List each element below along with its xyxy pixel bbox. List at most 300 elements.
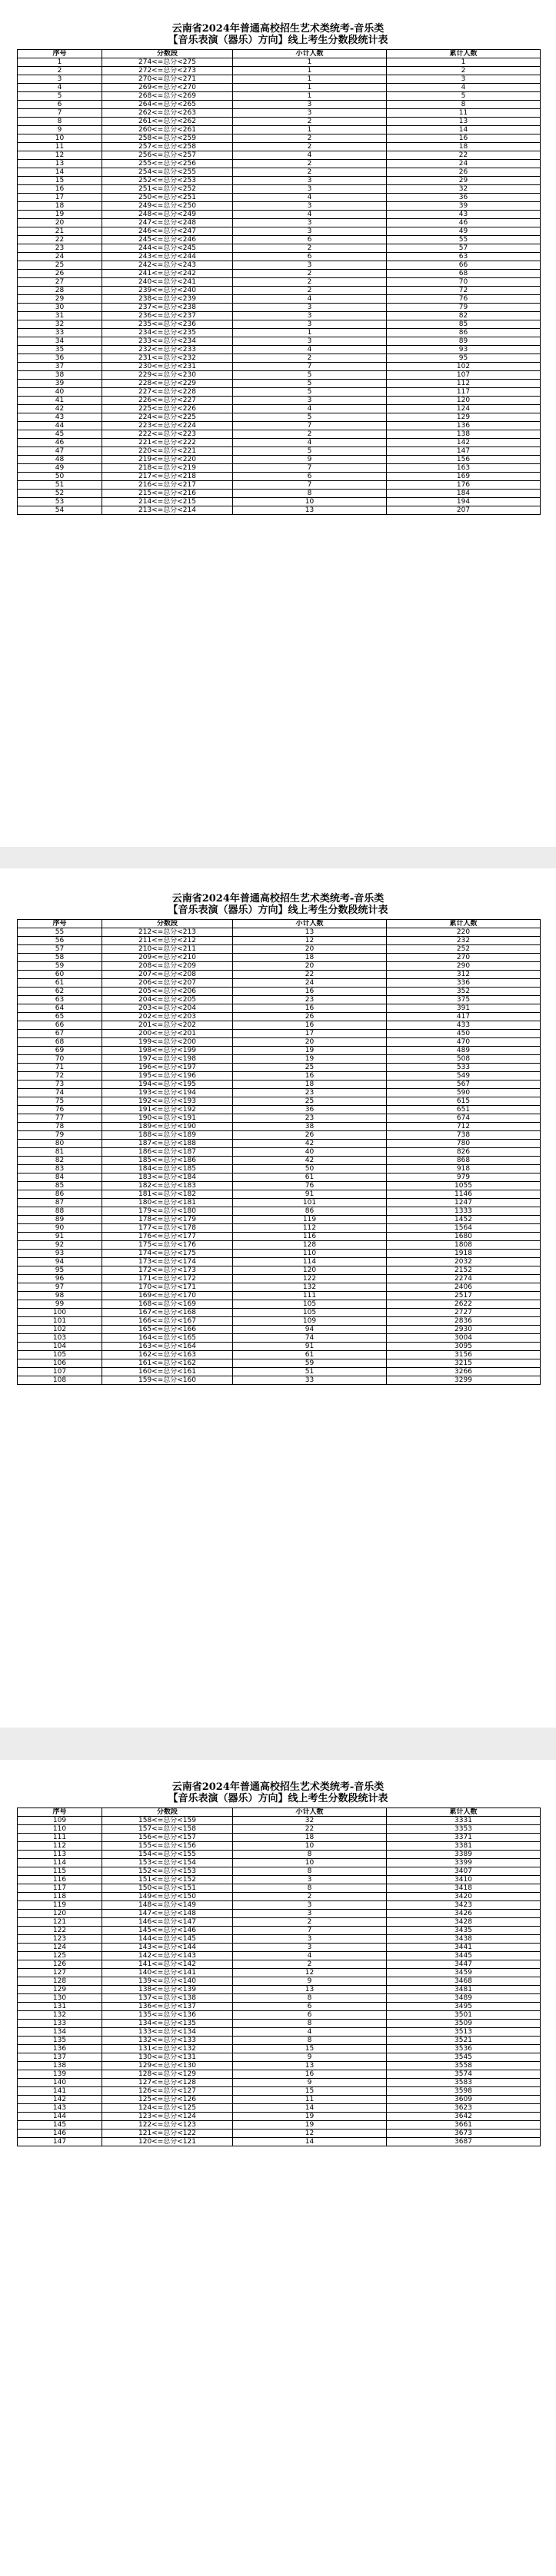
cell-subtotal: 101: [233, 1199, 387, 1207]
cell-score-range: 156<=总分<157: [102, 1834, 233, 1842]
cell-index: 81: [18, 1148, 102, 1157]
cell-cumulative: 979: [387, 1173, 541, 1182]
table-header-row: [18, 50, 541, 58]
table-row: [18, 1927, 541, 1935]
cell-subtotal: 2: [233, 287, 387, 295]
cell-subtotal: 9: [233, 456, 387, 464]
cell-subtotal: 6: [233, 253, 387, 261]
table-row: [18, 1960, 541, 1969]
cell-subtotal: 91: [233, 1343, 387, 1351]
cell-index: 17: [18, 194, 102, 202]
cell-subtotal: 15: [233, 2045, 387, 2053]
cell-index: 66: [18, 1021, 102, 1030]
cell-subtotal: 42: [233, 1140, 387, 1148]
cell-cumulative: 26: [387, 168, 541, 177]
table-row: [18, 1013, 541, 1021]
title-line-1: 云南省2024年普通高校招生艺术类统考-音乐类: [171, 23, 385, 35]
cell-subtotal: 19: [233, 2113, 387, 2121]
table-row: [18, 954, 541, 962]
cell-cumulative: 36: [387, 194, 541, 202]
cell-score-range: 216<=总分<217: [102, 481, 233, 490]
cell-score-range: 165<=总分<166: [102, 1326, 233, 1334]
cell-score-range: 255<=总分<256: [102, 160, 233, 168]
cell-subtotal: 12: [233, 1969, 387, 1977]
cell-score-range: 269<=总分<270: [102, 84, 233, 92]
table-row: [18, 1842, 541, 1851]
cell-index: 19: [18, 211, 102, 219]
cell-cumulative: 2517: [387, 1292, 541, 1300]
cell-cumulative: 3642: [387, 2113, 541, 2121]
cell-score-range: 138<=总分<139: [102, 1986, 233, 1994]
cell-index: 1: [18, 58, 102, 67]
table-row: [18, 405, 541, 413]
cell-subtotal: 18: [233, 1081, 387, 1089]
cell-subtotal: 8: [233, 1994, 387, 2003]
cell-cumulative: 567: [387, 1081, 541, 1089]
table-row: [18, 1368, 541, 1376]
table-body: [18, 928, 541, 1385]
cell-score-range: 174<=总分<175: [102, 1250, 233, 1258]
cell-subtotal: 111: [233, 1292, 387, 1300]
cell-score-range: 197<=总分<198: [102, 1055, 233, 1064]
cell-index: 68: [18, 1038, 102, 1047]
table-row: [18, 270, 541, 278]
table-row: [18, 151, 541, 160]
table-row: [18, 928, 541, 937]
cell-cumulative: 450: [387, 1030, 541, 1038]
cell-score-range: 131<=总分<132: [102, 2045, 233, 2053]
cell-subtotal: 10: [233, 498, 387, 506]
cell-score-range: 167<=总分<168: [102, 1309, 233, 1317]
cell-cumulative: 3468: [387, 1977, 541, 1986]
cell-index: 141: [18, 2087, 102, 2096]
title-line-2: 【音乐表演（器乐）方向】线上考生分数段统计表: [168, 1793, 388, 1804]
cell-cumulative: 508: [387, 1055, 541, 1064]
cell-subtotal: 25: [233, 1064, 387, 1072]
cell-index: 62: [18, 988, 102, 996]
cell-score-range: 228<=总分<229: [102, 380, 233, 388]
cell-index: 6: [18, 101, 102, 109]
cell-cumulative: 3661: [387, 2121, 541, 2130]
table-row: [18, 2138, 541, 2146]
cell-cumulative: 4: [387, 84, 541, 92]
cell-index: 46: [18, 439, 102, 447]
table-row: [18, 227, 541, 236]
cell-score-range: 171<=总分<172: [102, 1275, 233, 1283]
cell-index: 125: [18, 1952, 102, 1960]
cell-index: 23: [18, 244, 102, 253]
cell-index: 48: [18, 456, 102, 464]
cell-subtotal: 4: [233, 405, 387, 413]
cell-subtotal: 17: [233, 1030, 387, 1038]
cell-subtotal: 6: [233, 2003, 387, 2011]
table-row: [18, 1292, 541, 1300]
cell-index: 75: [18, 1097, 102, 1106]
cell-index: 113: [18, 1851, 102, 1859]
table-row: [18, 295, 541, 304]
cell-index: 36: [18, 354, 102, 363]
page-title: [0, 1760, 556, 1804]
cell-cumulative: 2836: [387, 1317, 541, 1326]
cell-subtotal: 19: [233, 2121, 387, 2130]
table-row: [18, 2053, 541, 2062]
cell-subtotal: 8: [233, 1851, 387, 1859]
table-row: [18, 2011, 541, 2020]
table-row: [18, 1376, 541, 1385]
cell-index: 16: [18, 185, 102, 194]
table-row: [18, 1072, 541, 1081]
cell-cumulative: 5: [387, 92, 541, 101]
cell-index: 117: [18, 1884, 102, 1893]
cell-subtotal: 1: [233, 67, 387, 75]
cell-cumulative: 14: [387, 126, 541, 134]
cell-score-range: 189<=总分<190: [102, 1123, 233, 1131]
cell-index: 12: [18, 151, 102, 160]
cell-cumulative: 826: [387, 1148, 541, 1157]
cell-index: 60: [18, 971, 102, 979]
cell-index: 88: [18, 1207, 102, 1216]
cell-index: 80: [18, 1140, 102, 1148]
cell-index: 15: [18, 177, 102, 185]
table-row: [18, 118, 541, 126]
cell-index: 104: [18, 1343, 102, 1351]
table-row: [18, 464, 541, 473]
cell-index: 76: [18, 1106, 102, 1114]
cell-score-range: 124<=总分<125: [102, 2104, 233, 2113]
cell-subtotal: 2: [233, 143, 387, 151]
cell-subtotal: 3: [233, 1910, 387, 1918]
cell-cumulative: 16: [387, 134, 541, 143]
cell-cumulative: 3299: [387, 1376, 541, 1385]
cell-subtotal: 4: [233, 439, 387, 447]
cell-score-range: 198<=总分<199: [102, 1047, 233, 1055]
cell-index: 32: [18, 320, 102, 329]
cell-cumulative: 1808: [387, 1241, 541, 1250]
cell-cumulative: 3371: [387, 1834, 541, 1842]
cell-cumulative: 290: [387, 962, 541, 971]
cell-cumulative: 3598: [387, 2087, 541, 2096]
table-row: [18, 211, 541, 219]
table-row: [18, 1064, 541, 1072]
table-row: [18, 2087, 541, 2096]
cell-cumulative: 1247: [387, 1199, 541, 1207]
cell-score-range: 212<=总分<213: [102, 928, 233, 937]
table-row: [18, 363, 541, 371]
cell-subtotal: 20: [233, 1038, 387, 1047]
cell-index: 10: [18, 134, 102, 143]
cell-index: 127: [18, 1969, 102, 1977]
cell-index: 43: [18, 413, 102, 422]
cell-score-range: 208<=总分<209: [102, 962, 233, 971]
header-index: 序号: [18, 920, 102, 928]
cell-subtotal: 3: [233, 1935, 387, 1944]
cell-cumulative: 312: [387, 971, 541, 979]
cell-score-range: 268<=总分<269: [102, 92, 233, 101]
cell-cumulative: 1918: [387, 1250, 541, 1258]
table-row: [18, 1190, 541, 1199]
table-row: [18, 1359, 541, 1368]
table-row: [18, 2037, 541, 2045]
cell-score-range: 219<=总分<220: [102, 456, 233, 464]
cell-index: 27: [18, 278, 102, 287]
cell-cumulative: 417: [387, 1013, 541, 1021]
cell-index: 58: [18, 954, 102, 962]
table-row: [18, 177, 541, 185]
cell-subtotal: 50: [233, 1165, 387, 1173]
cell-cumulative: 3673: [387, 2130, 541, 2138]
table-row: [18, 1825, 541, 1834]
cell-index: 65: [18, 1013, 102, 1021]
cell-subtotal: 5: [233, 380, 387, 388]
cell-index: 30: [18, 304, 102, 312]
cell-score-range: 154<=总分<155: [102, 1851, 233, 1859]
cell-score-range: 244<=总分<245: [102, 244, 233, 253]
cell-score-range: 123<=总分<124: [102, 2113, 233, 2121]
cell-cumulative: 2622: [387, 1300, 541, 1309]
cell-score-range: 225<=总分<226: [102, 405, 233, 413]
table-row: [18, 143, 541, 151]
cell-cumulative: 651: [387, 1106, 541, 1114]
cell-index: 102: [18, 1326, 102, 1334]
cell-score-range: 176<=总分<177: [102, 1233, 233, 1241]
cell-index: 47: [18, 447, 102, 456]
cell-cumulative: 3407: [387, 1867, 541, 1876]
cell-score-range: 231<=总分<232: [102, 354, 233, 363]
title-line-2: 【音乐表演（器乐）方向】线上考生分数段统计表: [168, 905, 388, 916]
cell-score-range: 135<=总分<136: [102, 2011, 233, 2020]
cell-subtotal: 2: [233, 354, 387, 363]
cell-cumulative: 29: [387, 177, 541, 185]
cell-cumulative: 142: [387, 439, 541, 447]
table-row: [18, 329, 541, 337]
cell-index: 74: [18, 1089, 102, 1097]
cell-score-range: 121<=总分<122: [102, 2130, 233, 2138]
cell-subtotal: 2: [233, 134, 387, 143]
cell-cumulative: 82: [387, 312, 541, 320]
cell-score-range: 186<=总分<187: [102, 1148, 233, 1157]
table-row: [18, 304, 541, 312]
table-row: [18, 346, 541, 354]
cell-cumulative: 1680: [387, 1233, 541, 1241]
cell-index: 111: [18, 1834, 102, 1842]
table-row: [18, 1173, 541, 1182]
cell-index: 110: [18, 1825, 102, 1834]
cell-subtotal: 3: [233, 109, 387, 118]
cell-cumulative: 391: [387, 1004, 541, 1013]
cell-cumulative: 3447: [387, 1960, 541, 1969]
table-row: [18, 1300, 541, 1309]
cell-index: 79: [18, 1131, 102, 1140]
cell-index: 63: [18, 996, 102, 1004]
cell-index: 145: [18, 2121, 102, 2130]
cell-subtotal: 6: [233, 236, 387, 244]
cell-subtotal: 19: [233, 1055, 387, 1064]
header-score-range: 分数段: [102, 50, 233, 58]
cell-subtotal: 3: [233, 304, 387, 312]
cell-cumulative: 549: [387, 1072, 541, 1081]
table-row: [18, 101, 541, 109]
header-subtotal: 小计人数: [233, 1808, 387, 1817]
cell-score-range: 178<=总分<179: [102, 1216, 233, 1224]
cell-score-range: 184<=总分<185: [102, 1165, 233, 1173]
cell-cumulative: 184: [387, 490, 541, 498]
cell-score-range: 132<=总分<133: [102, 2037, 233, 2045]
cell-index: 84: [18, 1173, 102, 1182]
table-row: [18, 126, 541, 134]
cell-index: 103: [18, 1334, 102, 1343]
cell-subtotal: 8: [233, 2037, 387, 2045]
cell-subtotal: 24: [233, 979, 387, 988]
cell-index: 39: [18, 380, 102, 388]
cell-score-range: 239<=总分<240: [102, 287, 233, 295]
cell-cumulative: 615: [387, 1097, 541, 1106]
cell-cumulative: 2406: [387, 1283, 541, 1292]
table-row: [18, 1969, 541, 1977]
cell-subtotal: 3: [233, 397, 387, 405]
cell-index: 44: [18, 422, 102, 430]
cell-index: 55: [18, 928, 102, 937]
header-index: 序号: [18, 50, 102, 58]
cell-score-range: 214<=总分<215: [102, 498, 233, 506]
page-separator: [0, 1728, 556, 1760]
cell-subtotal: 2: [233, 1918, 387, 1927]
cell-subtotal: 2: [233, 1960, 387, 1969]
cell-score-range: 157<=总分<158: [102, 1825, 233, 1834]
table-row: [18, 58, 541, 67]
cell-index: 37: [18, 363, 102, 371]
cell-index: 20: [18, 219, 102, 227]
cell-index: 119: [18, 1901, 102, 1910]
table-row: [18, 1207, 541, 1216]
cell-index: 5: [18, 92, 102, 101]
table-row: [18, 1918, 541, 1927]
page-title: [0, 0, 556, 46]
cell-subtotal: 22: [233, 1825, 387, 1834]
table-row: [18, 1097, 541, 1106]
table-row: [18, 1258, 541, 1266]
table-row: [18, 1216, 541, 1224]
cell-score-range: 151<=总分<152: [102, 1876, 233, 1884]
table-row: [18, 1884, 541, 1893]
cell-cumulative: 3438: [387, 1935, 541, 1944]
cell-subtotal: 74: [233, 1334, 387, 1343]
cell-score-range: 192<=总分<193: [102, 1097, 233, 1106]
table-row: [18, 1055, 541, 1064]
table-row: [18, 1081, 541, 1089]
cell-cumulative: 3687: [387, 2138, 541, 2146]
cell-score-range: 211<=总分<212: [102, 937, 233, 945]
table-row: [18, 337, 541, 346]
cell-cumulative: 1055: [387, 1182, 541, 1190]
cell-subtotal: 3: [233, 202, 387, 211]
table-row: [18, 312, 541, 320]
cell-score-range: 153<=总分<154: [102, 1859, 233, 1867]
cell-cumulative: 24: [387, 160, 541, 168]
cell-index: 35: [18, 346, 102, 354]
cell-index: 115: [18, 1867, 102, 1876]
cell-score-range: 261<=总分<262: [102, 118, 233, 126]
cell-index: 24: [18, 253, 102, 261]
cell-index: 116: [18, 1876, 102, 1884]
cell-cumulative: 124: [387, 405, 541, 413]
table-row: [18, 1250, 541, 1258]
cell-subtotal: 36: [233, 1106, 387, 1114]
table-row: [18, 75, 541, 84]
table-row: [18, 261, 541, 270]
cell-cumulative: 3545: [387, 2053, 541, 2062]
cell-cumulative: 3: [387, 75, 541, 84]
cell-cumulative: 252: [387, 945, 541, 954]
cell-subtotal: 16: [233, 1021, 387, 1030]
cell-cumulative: 169: [387, 473, 541, 481]
table-row: [18, 1893, 541, 1901]
table-body: [18, 58, 541, 515]
cell-score-range: 190<=总分<191: [102, 1114, 233, 1123]
cell-cumulative: 3558: [387, 2062, 541, 2070]
score-distribution-table: [17, 919, 541, 1385]
cell-subtotal: 23: [233, 1089, 387, 1097]
cell-score-range: 245<=总分<246: [102, 236, 233, 244]
cell-score-range: 256<=总分<257: [102, 151, 233, 160]
cell-score-range: 213<=总分<214: [102, 506, 233, 515]
table-row: [18, 1334, 541, 1343]
cell-subtotal: 2: [233, 1893, 387, 1901]
table-row: [18, 194, 541, 202]
cell-index: 106: [18, 1359, 102, 1368]
cell-cumulative: 163: [387, 464, 541, 473]
header-subtotal: 小计人数: [233, 920, 387, 928]
cell-cumulative: 120: [387, 397, 541, 405]
cell-index: 132: [18, 2011, 102, 2020]
cell-index: 86: [18, 1190, 102, 1199]
cell-cumulative: 22: [387, 151, 541, 160]
table-row: [18, 67, 541, 75]
cell-score-range: 241<=总分<242: [102, 270, 233, 278]
cell-index: 54: [18, 506, 102, 515]
cell-index: 134: [18, 2028, 102, 2037]
table-row: [18, 1131, 541, 1140]
cell-score-range: 224<=总分<225: [102, 413, 233, 422]
cell-score-range: 247<=总分<248: [102, 219, 233, 227]
cell-index: 31: [18, 312, 102, 320]
cell-cumulative: 712: [387, 1123, 541, 1131]
cell-subtotal: 13: [233, 1986, 387, 1994]
cell-subtotal: 132: [233, 1283, 387, 1292]
header-subtotal: 小计人数: [233, 50, 387, 58]
cell-subtotal: 2: [233, 270, 387, 278]
cell-index: 129: [18, 1986, 102, 1994]
cell-score-range: 237<=总分<238: [102, 304, 233, 312]
table-row: [18, 1233, 541, 1241]
cell-score-range: 200<=总分<201: [102, 1030, 233, 1038]
cell-index: 83: [18, 1165, 102, 1173]
cell-score-range: 185<=总分<186: [102, 1157, 233, 1165]
cell-subtotal: 94: [233, 1326, 387, 1334]
cell-subtotal: 2: [233, 244, 387, 253]
cell-cumulative: 72: [387, 287, 541, 295]
cell-cumulative: 68: [387, 270, 541, 278]
cell-index: 91: [18, 1233, 102, 1241]
cell-score-range: 137<=总分<138: [102, 1994, 233, 2003]
cell-subtotal: 3: [233, 177, 387, 185]
cell-score-range: 223<=总分<224: [102, 422, 233, 430]
cell-cumulative: 102: [387, 363, 541, 371]
cell-score-range: 258<=总分<259: [102, 134, 233, 143]
table-row: [18, 1106, 541, 1114]
table-row: [18, 1851, 541, 1859]
cell-score-range: 181<=总分<182: [102, 1190, 233, 1199]
cell-index: 97: [18, 1283, 102, 1292]
